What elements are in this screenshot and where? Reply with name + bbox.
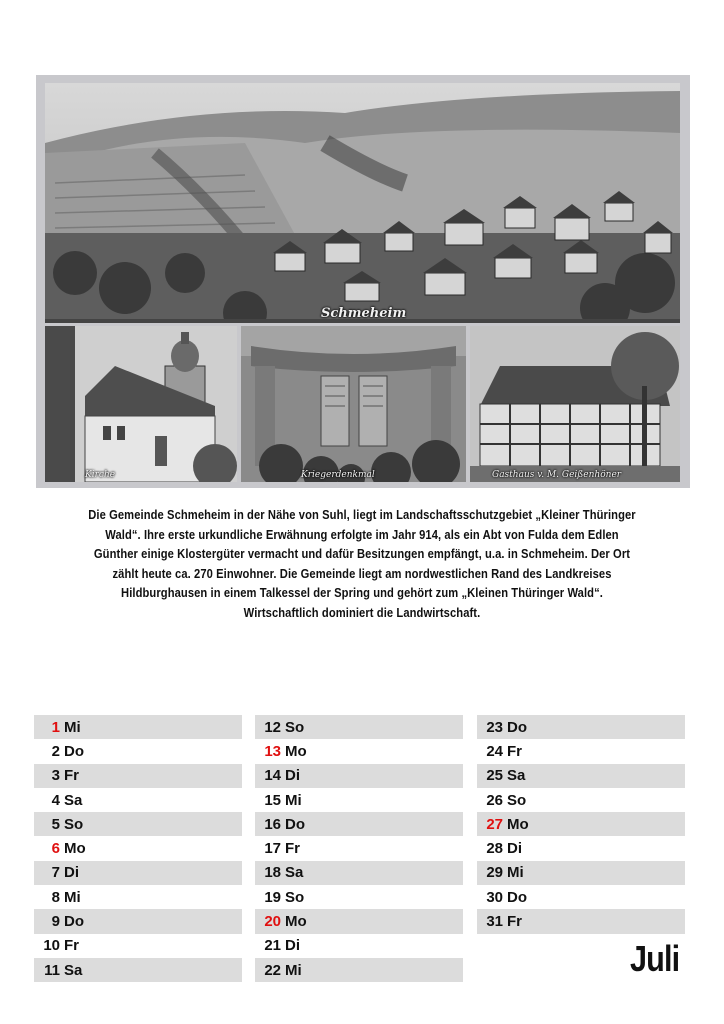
day-number: 20 — [264, 913, 281, 931]
calendar-day-row — [34, 885, 242, 909]
weekday-label: Sa — [64, 791, 83, 809]
day-number: 21 — [264, 937, 281, 955]
weekday-label: Do — [64, 913, 84, 931]
weekday-label: Fr — [507, 742, 522, 760]
day-number: 14 — [264, 767, 281, 785]
weekday-label: Fr — [285, 840, 300, 858]
weekday-label: Fr — [64, 767, 79, 785]
day-number: 2 — [51, 742, 60, 760]
calendar-day-row — [255, 764, 463, 788]
weekday-label: Sa — [285, 864, 304, 882]
church-photo — [45, 326, 237, 482]
weekday-label: Mi — [285, 961, 302, 979]
day-number: 4 — [51, 791, 60, 809]
calendar-day-row — [477, 788, 685, 812]
weekday-label: Mo — [285, 742, 307, 760]
calendar-day-row — [255, 885, 463, 909]
day-number: 23 — [486, 718, 503, 736]
day-number: 18 — [264, 864, 281, 882]
day-number: 9 — [51, 913, 60, 931]
village-panorama-photo — [45, 83, 680, 323]
calendar-day-row — [255, 788, 463, 812]
month-title: Juli — [630, 938, 680, 979]
weekday-label: Mo — [285, 913, 307, 931]
calendar-day-row — [34, 739, 242, 763]
weekday-label: Do — [507, 718, 527, 736]
calendar-day-row — [34, 861, 242, 885]
day-number: 31 — [486, 913, 503, 931]
day-number: 10 — [43, 937, 60, 955]
weekday-label: Fr — [507, 913, 522, 931]
calendar-day-row — [255, 861, 463, 885]
weekday-label: Fr — [64, 937, 79, 955]
calendar-column-3 — [477, 715, 685, 934]
weekday-label: Sa — [64, 961, 83, 979]
calendar-day-row — [255, 909, 463, 933]
weekday-label: Di — [285, 937, 300, 955]
church-caption: Kirche — [85, 470, 116, 480]
calendar-day-row — [255, 958, 463, 982]
calendar-day-row — [477, 861, 685, 885]
calendar-day-row — [255, 739, 463, 763]
calendar-day-row — [477, 885, 685, 909]
inn-photo — [470, 326, 680, 482]
day-number: 19 — [264, 888, 281, 906]
weekday-label: So — [285, 888, 305, 906]
weekday-label: Do — [507, 888, 527, 906]
day-number: 1 — [51, 718, 60, 736]
weekday-label: So — [64, 815, 84, 833]
village-description: Die Gemeinde Schmeheim in der Nähe von Suhl, liegt im Landschaftsschutzgebiet „Kleiner Thüringer Wald“. Ihre erste urkundliche Erwähnung erfolgte im Jahr 914, als ein Abt von Fulda dem Edlen Günther einige Klostergüter vermacht und dafür Besitzungen empfängt, u.a. in Schmeheim. Der Ort zählt heute ca. 270 Einwohner. Die Gemeinde liegt am nordwestlichen Rand des Landkreises Hildburghausen in einem Talkessel der Spring und gehört zum „Kleinen Thüringer Wald“. Wirtschaftlich dominiert die Landwirtschaft. — [88, 507, 636, 620]
calendar-day-row — [34, 934, 242, 958]
inn-caption: Gasthaus v. M. Geißenhöner — [492, 470, 622, 480]
weekday-label: Mo — [507, 815, 529, 833]
day-number: 12 — [264, 718, 281, 736]
day-number: 5 — [51, 815, 60, 833]
day-number: 11 — [44, 961, 60, 979]
day-number: 15 — [264, 791, 281, 809]
weekday-label: Di — [285, 767, 300, 785]
calendar-day-row — [255, 836, 463, 860]
weekday-label: Do — [285, 815, 305, 833]
postcard — [36, 75, 690, 488]
day-number: 17 — [264, 840, 281, 858]
main-photo-caption: Schmeheim — [321, 306, 407, 321]
day-number: 22 — [264, 961, 281, 979]
day-number: 8 — [51, 888, 60, 906]
calendar-day-row — [477, 764, 685, 788]
weekday-label: Mi — [64, 888, 81, 906]
calendar-day-row — [34, 812, 242, 836]
weekday-label: So — [507, 791, 527, 809]
day-number: 16 — [264, 815, 281, 833]
day-number: 25 — [486, 767, 503, 785]
weekday-label: Di — [64, 864, 79, 882]
memorial-photo — [241, 326, 466, 482]
weekday-label: Mi — [285, 791, 302, 809]
calendar-column-1 — [34, 715, 242, 982]
calendar-day-row — [34, 836, 242, 860]
day-number: 30 — [486, 888, 503, 906]
calendar-day-row — [477, 909, 685, 933]
memorial-caption: Kriegerdenkmal — [301, 470, 375, 480]
weekday-label: Sa — [507, 767, 526, 785]
calendar-column-2 — [255, 715, 463, 982]
calendar-day-row — [477, 836, 685, 860]
weekday-label: Do — [64, 742, 84, 760]
day-number: 3 — [51, 767, 60, 785]
day-number: 27 — [486, 815, 503, 833]
day-number: 7 — [51, 864, 60, 882]
weekday-label: Mi — [507, 864, 524, 882]
day-number: 28 — [486, 840, 503, 858]
weekday-label: Mo — [64, 840, 86, 858]
calendar-day-row — [34, 788, 242, 812]
day-number: 26 — [486, 791, 503, 809]
calendar-day-row — [477, 739, 685, 763]
weekday-label: Mi — [64, 718, 81, 736]
calendar-day-row — [34, 958, 242, 982]
day-number: 6 — [51, 840, 60, 858]
calendar-day-row — [34, 715, 242, 739]
calendar-day-row — [34, 764, 242, 788]
calendar-day-row — [255, 812, 463, 836]
calendar-day-row — [34, 909, 242, 933]
day-number: 13 — [264, 742, 281, 760]
calendar-day-row — [477, 715, 685, 739]
day-number: 24 — [486, 742, 503, 760]
weekday-label: Di — [507, 840, 522, 858]
calendar-day-row — [255, 934, 463, 958]
day-number: 29 — [486, 864, 503, 882]
calendar-day-row — [477, 812, 685, 836]
calendar-day-row — [255, 715, 463, 739]
weekday-label: So — [285, 718, 305, 736]
